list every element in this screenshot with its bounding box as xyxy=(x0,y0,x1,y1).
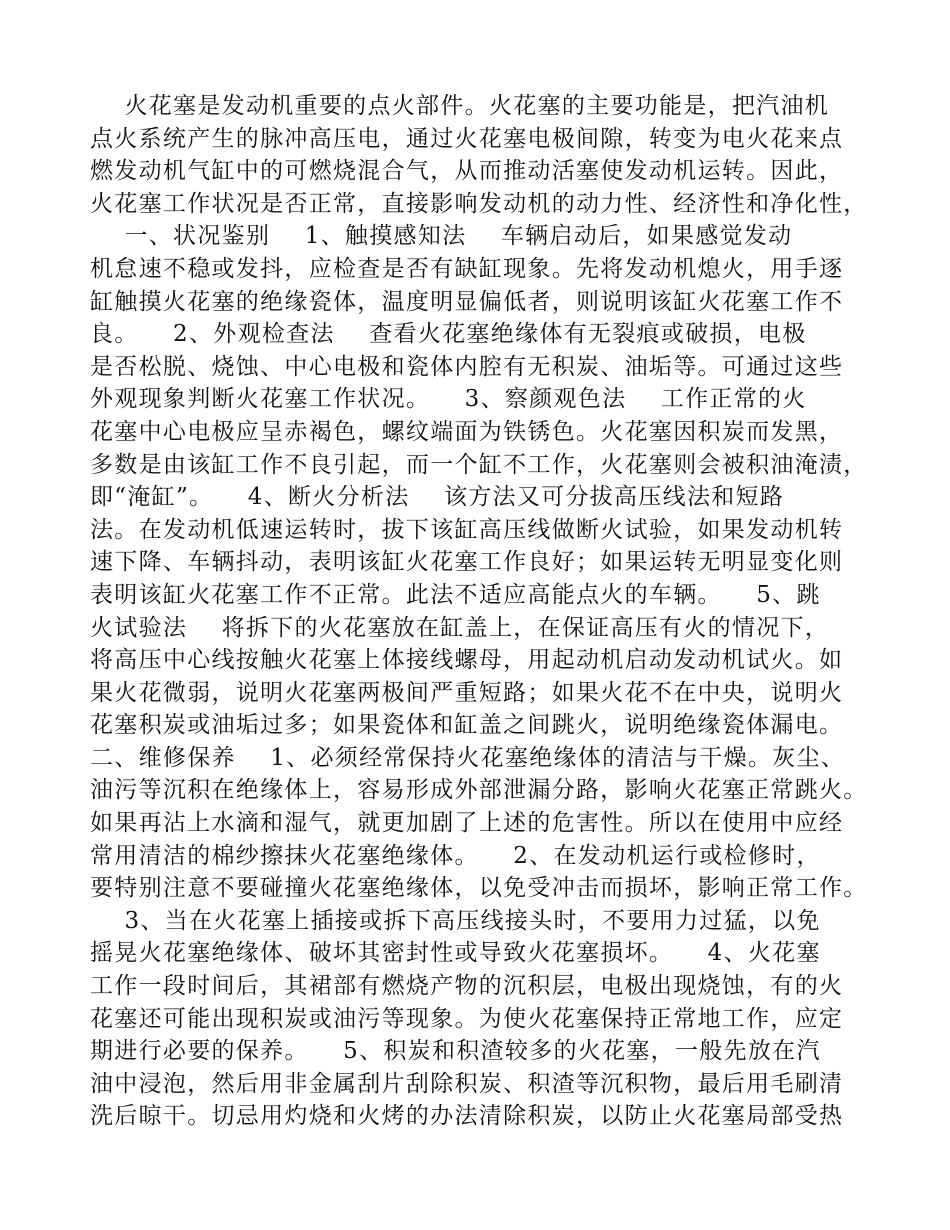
text-line: 燃发动机气缸中的可燃烧混合气，从而推动活塞使发动机运转。因此， xyxy=(90,158,844,185)
text-line: 期进行必要的保养。 5、积炭和积渣较多的火花塞，一般先放在汽 xyxy=(90,1038,821,1065)
text-line: 油污等沉积在绝缘体上，容易形成外部泄漏分路，影响火花塞正常跳火。 xyxy=(90,777,868,804)
text-line: 即“淹缸”。 4、断火分析法 该方法又可分拔高压线法和短路 xyxy=(90,484,785,511)
text-line: 果火花微弱，说明火花塞两极间严重短路；如果火花不在中央，说明火 xyxy=(90,679,844,706)
text-line: 将高压中心线按触火花塞上体接线螺母，用起动机启动发动机试火。如 xyxy=(90,647,844,674)
text-line: 常用清洁的棉纱擦抹火花塞绝缘体。 2、在发动机运行或检修时， xyxy=(90,842,821,869)
text-line: 速下降、车辆抖动，表明该缸火花塞工作良好；如果运转无明显变化则 xyxy=(90,549,844,576)
text-line: 外观现象判断火花塞工作状况。 3、察颜观色法 工作正常的火 xyxy=(90,386,807,413)
text-line: 是否松脱、烧蚀、中心电极和瓷体内腔有无积炭、油垢等。可通过这些 xyxy=(90,353,844,380)
text-line: 花塞还可能出现积炭或油污等现象。为使火花塞保持正常地工作，应定 xyxy=(90,1005,844,1032)
text-line: 要特别注意不要碰撞火花塞绝缘体，以免受冲击而损坏，影响正常工作。 xyxy=(90,875,868,902)
text-line: 表明该缸火花塞工作不正常。此法不适应高能点火的车辆。 5、跳 xyxy=(90,581,821,608)
text-line: 点火系统产生的脉冲高压电，通过火花塞电极间隙，转变为电火花来点 xyxy=(90,125,844,152)
text-line: 火试验法 将拆下的火花塞放在缸盖上，在保证高压有火的情况下， xyxy=(90,614,830,641)
body-text xyxy=(90,90,870,1133)
text-line: 缸触摸火花塞的绝缘瓷体，温度明显偏低者，则说明该缸火花塞工作不 xyxy=(90,288,844,315)
text-line: 花塞积炭或油垢过多；如果瓷体和缸盖之间跳火，说明绝缘瓷体漏电。 xyxy=(90,712,844,739)
text-line: 良。 2、外观检查法 查看火花塞绝缘体有无裂痕或破损，电极 xyxy=(90,321,807,348)
text-line: 花塞中心电极应呈赤褐色，螺纹端面为铁锈色。火花塞因积炭而发黑， xyxy=(90,418,844,445)
text-line: 工作一段时间后，其裙部有燃烧产物的沉积层，电极出现烧蚀，有的火 xyxy=(90,973,844,1000)
section-heading-line: 一、状况鉴别 1、触摸感知法 车辆启动后，如果感觉发动 xyxy=(90,223,793,250)
text-line: 洗后晾干。切忌用灼烧和火烤的办法清除积炭，以防止火花塞局部受热 xyxy=(90,1103,844,1130)
text-line: 机怠速不稳或发抖，应检查是否有缺缸现象。先将发动机熄火，用手逐 xyxy=(90,255,844,282)
text-line: 如果再沾上水滴和湿气，就更加剧了上述的危害性。所以在使用中应经 xyxy=(90,810,844,837)
text-line: 油中浸泡，然后用非金属刮片刮除积炭、积渣等沉积物，最后用毛刷清 xyxy=(90,1070,844,1097)
text-line: 火花塞工作状况是否正常，直接影响发动机的动力性、经济性和净化性， xyxy=(90,190,868,217)
section-heading-line: 二、维修保养 1、必须经常保持火花塞绝缘体的清洁与干燥。灰尘、 xyxy=(90,744,846,771)
text-line: 3、当在火花塞上插接或拆下高压线接头时，不要用力过猛，以免 xyxy=(90,907,821,934)
text-line: 多数是由该缸工作不良引起，而一个缸不工作，火花塞则会被积油淹渍， xyxy=(90,451,868,478)
text-line: 摇晃火花塞绝缘体、破坏其密封性或导致火花塞损坏。 4、火花塞 xyxy=(90,940,821,967)
text-line: 火花塞是发动机重要的点火部件。火花塞的主要功能是，把汽油机 xyxy=(90,93,830,119)
text-line: 法。在发动机低速运转时，拔下该缸高压线做断火试验，如果发动机转 xyxy=(90,516,844,543)
